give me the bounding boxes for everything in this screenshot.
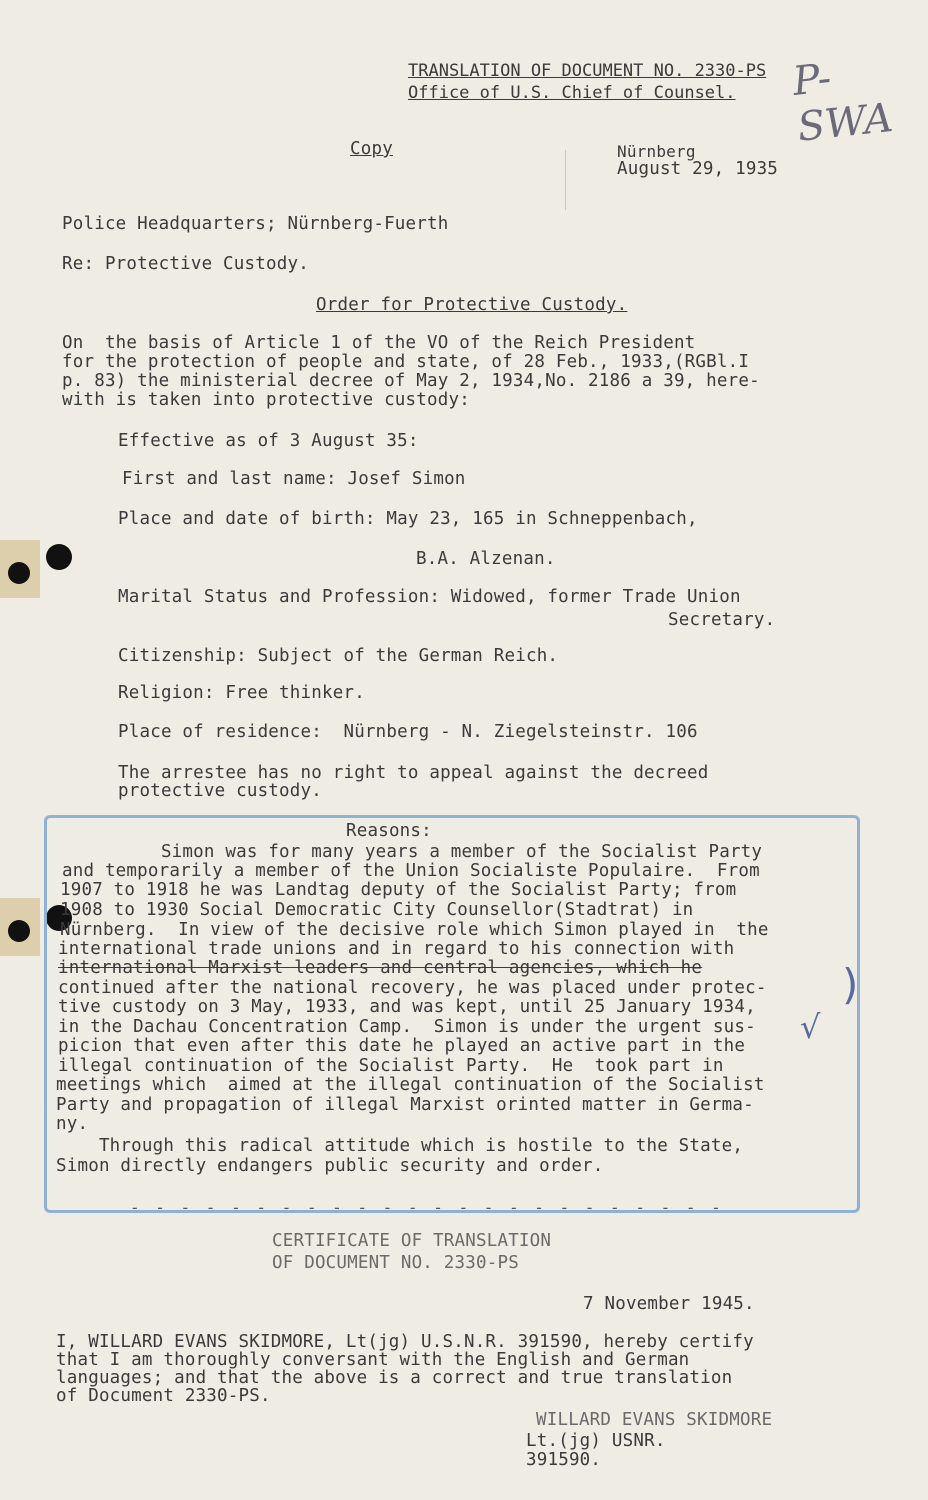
field-effective: Effective as of 3 August 35: bbox=[118, 431, 419, 451]
date: August 29, 1935 bbox=[617, 159, 779, 179]
punch-hole bbox=[46, 544, 72, 570]
reasons-line: picion that even after this date he played an active part in the bbox=[58, 1036, 746, 1056]
field-marital: Marital Status and Profession: Widowed, former Trade Union bbox=[118, 587, 741, 607]
field-religion: Religion: Free thinker. bbox=[118, 683, 365, 703]
body-line: for the protection of people and state, of 28 Feb., 1933,(RGBl.I bbox=[62, 352, 750, 372]
signature-name: WILLARD EVANS SKIDMORE bbox=[536, 1410, 773, 1430]
certificate-line: I, WILLARD EVANS SKIDMORE, Lt(jg) U.S.N.R. 391590, hereby certify bbox=[56, 1332, 754, 1352]
certificate-subtitle: OF DOCUMENT NO. 2330-PS bbox=[272, 1253, 519, 1273]
field-name: First and last name: Josef Simon bbox=[122, 469, 466, 489]
reasons-line: in the Dachau Concentration Camp. Simon is under the urgent sus- bbox=[58, 1017, 756, 1037]
certificate-line: that I am thoroughly conversant with the English and German bbox=[56, 1350, 690, 1370]
certificate-date: 7 November 1945. bbox=[583, 1294, 755, 1314]
signature-rank: Lt.(jg) USNR. bbox=[526, 1431, 666, 1451]
certificate-line: languages; and that the above is a correct and true translation bbox=[56, 1368, 733, 1388]
field-marital-cont: Secretary. bbox=[668, 610, 776, 630]
reasons-line: illegal continuation of the Socialist Party. He took part in bbox=[58, 1056, 724, 1076]
from-line: Police Headquarters; Nürnberg-Fuerth bbox=[62, 214, 449, 234]
field-birth-cont: B.A. Alzenan. bbox=[416, 549, 556, 569]
place: Nürnberg bbox=[617, 142, 696, 161]
punch-hole bbox=[8, 562, 30, 584]
dash-separator: - - - - - - - - - - - - - - - - - - - - - - - - bbox=[130, 1198, 724, 1217]
reasons-line: Party and propagation of illegal Marxist orinted matter in Germa- bbox=[56, 1095, 754, 1115]
fold-line bbox=[565, 150, 566, 210]
reasons-line: Through this radical attitude which is hostile to the State, bbox=[56, 1136, 744, 1156]
document-header bbox=[408, 60, 766, 104]
body-line: On the basis of Article 1 of the VO of the Reich President bbox=[62, 333, 696, 353]
certificate-line: of Document 2330-PS. bbox=[56, 1386, 271, 1406]
header-line-1: TRANSLATION OF DOCUMENT NO. 2330-PS bbox=[408, 61, 767, 81]
reasons-line: international trade unions and in regard to his connection with bbox=[58, 939, 735, 959]
handwritten-mark: P-SWA bbox=[790, 55, 896, 151]
reasons-line: 1907 to 1918 he was Landtag deputy of the Socialist Party; from bbox=[60, 880, 737, 900]
field-citizenship: Citizenship: Subject of the German Reich. bbox=[118, 646, 559, 666]
reasons-line: Simon was for many years a member of the Socialist Party bbox=[118, 842, 763, 862]
reasons-line: continued after the national recovery, he was placed under protec- bbox=[58, 978, 767, 998]
field-birth: Place and date of birth: May 23, 165 in Schneppenbach, bbox=[118, 509, 698, 529]
field-appeal: The arrestee has no right to appeal against the decreed bbox=[118, 763, 709, 783]
order-title: Order for Protective Custody. bbox=[316, 295, 628, 315]
reasons-line: ny. bbox=[56, 1114, 89, 1134]
re-line: Re: Protective Custody. bbox=[62, 254, 309, 274]
field-residence: Place of residence: Nürnberg - N. Ziegelsteinstr. 106 bbox=[118, 722, 698, 742]
copy-label: Copy bbox=[350, 139, 393, 159]
reasons-line: Simon directly endangers public security and order. bbox=[56, 1156, 604, 1176]
reasons-line: tive custody on 3 May, 1933, and was kept, until 25 January 1934, bbox=[58, 997, 756, 1017]
body-line: p. 83) the ministerial decree of May 2, 1934,No. 2186 a 39, here- bbox=[62, 371, 760, 391]
reasons-line-struck: international Marxist leaders and central agencies, which he bbox=[58, 958, 703, 978]
signature-number: 391590. bbox=[526, 1450, 602, 1470]
margin-check-mark: √ bbox=[800, 1008, 821, 1046]
reasons-line: 1908 to 1930 Social Democratic City Counsellor(Stadtrat) in bbox=[60, 900, 694, 920]
body-line: with is taken into protective custody: bbox=[62, 390, 470, 410]
punch-hole bbox=[8, 920, 30, 942]
field-appeal-cont: protective custody. bbox=[118, 781, 322, 801]
reasons-line: Nürnberg. In view of the decisive role which Simon played in the bbox=[60, 920, 769, 940]
certificate-title: CERTIFICATE OF TRANSLATION bbox=[272, 1231, 552, 1251]
reasons-line: and temporarily a member of the Union Socialiste Populaire. From bbox=[62, 861, 760, 881]
margin-bracket-mark: ) bbox=[842, 960, 859, 1009]
header-line-2: Office of U.S. Chief of Counsel. bbox=[408, 83, 736, 103]
reasons-title: Reasons: bbox=[346, 821, 432, 841]
reasons-line: meetings which aimed at the illegal continuation of the Socialist bbox=[56, 1075, 765, 1095]
